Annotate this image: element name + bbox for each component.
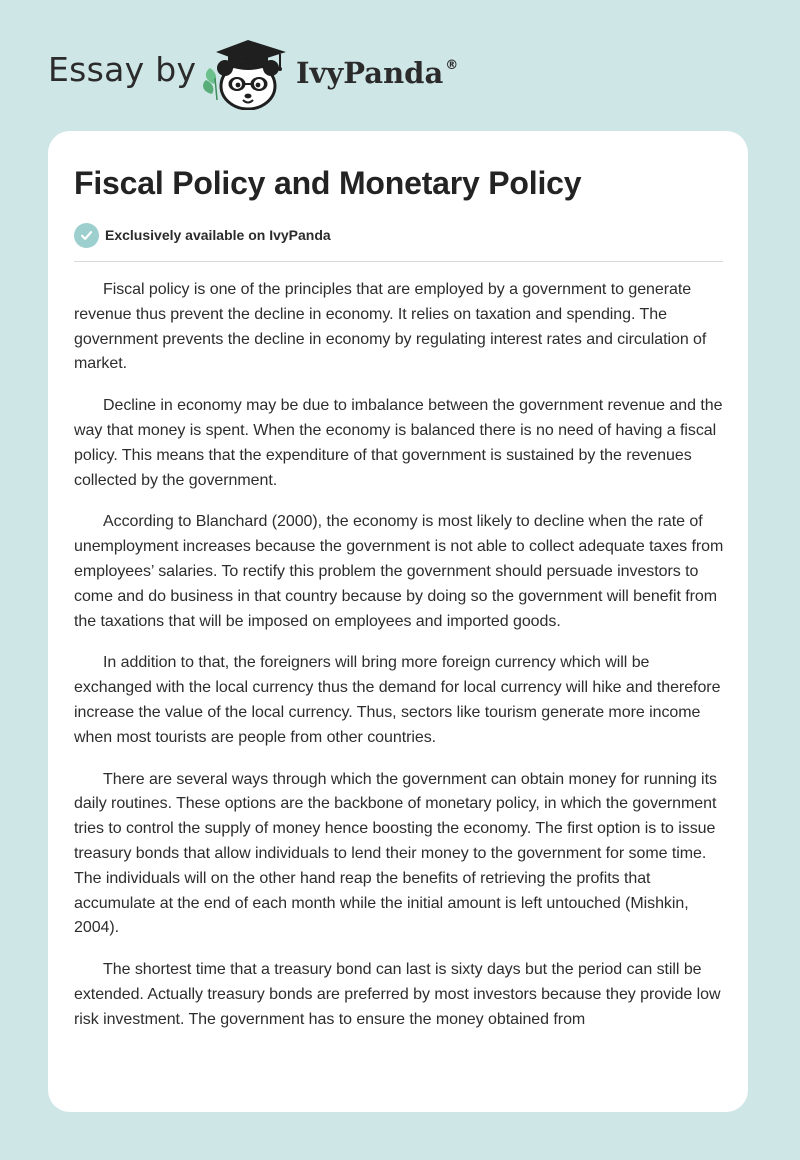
title-divider xyxy=(74,261,723,262)
essay-paragraph-6: The shortest time that a treasury bond can last is sixty days but the period can still be extended. Actually treasury bonds are preferred by most investors because they provide low risk investment. The government has to ensure the money obtained from xyxy=(74,961,721,1028)
essay-paragraph-3: According to Blanchard (2000), the economy is most likely to decline when the rate of unemployment increases because the government is not able to collect adequate taxes from employees’ salaries. To rectify this problem the government should persuade investors to come and do business in that country because by doing so the government will benefit from the taxations that will be imposed on employees and imported goods. xyxy=(74,513,724,630)
exclusive-badge xyxy=(74,222,331,248)
panda-graduate-icon[interactable] xyxy=(200,34,294,110)
badge-text: Exclusively available on IvyPanda xyxy=(105,227,331,243)
site-header xyxy=(0,0,800,130)
brand-name-text: IvyPanda xyxy=(296,56,444,90)
registered-mark: ® xyxy=(445,58,459,73)
check-circle-icon xyxy=(74,223,99,248)
brand-prefix: Essay by xyxy=(48,50,197,89)
essay-paragraph-2: Decline in economy may be due to imbalance between the government revenue and the way that money is spent. When the economy is balanced there is no need of having a fiscal policy. This means that the expenditure of that government is sustained by the revenues collected by the government. xyxy=(74,397,723,489)
brand-name[interactable] xyxy=(296,56,458,90)
essay-paragraph-1: Fiscal policy is one of the principles that are employed by a government to generate revenue thus prevent the decline in economy. It relies on taxation and spending. The government prevents the decline in economy by regulating interest rates and circulation of market. xyxy=(74,281,707,373)
essay-paragraph-4: In addition to that, the foreigners will bring more foreign currency which will be exchanged with the local currency thus the demand for local currency will hike and therefore increase the value of the local currency. Thus, sectors like tourism generate more income when most tourists are people from other countries. xyxy=(74,654,721,746)
essay-card xyxy=(48,131,748,1112)
essay-paragraph-5: There are several ways through which the government can obtain money for running its daily routines. These options are the backbone of monetary policy, in which the government tries to control the supply of money hence boosting the economy. The first option is to issue treasury bonds that allow individuals to lend their money to the government for some time. The individuals will on the other hand reap the benefits of retrieving the profits that accumulate at the end of each month while the initial amount is left untouched (Mishkin, 2004). xyxy=(74,770,717,937)
essay-body xyxy=(74,278,726,1068)
page-title: Fiscal Policy and Monetary Policy xyxy=(74,165,582,201)
